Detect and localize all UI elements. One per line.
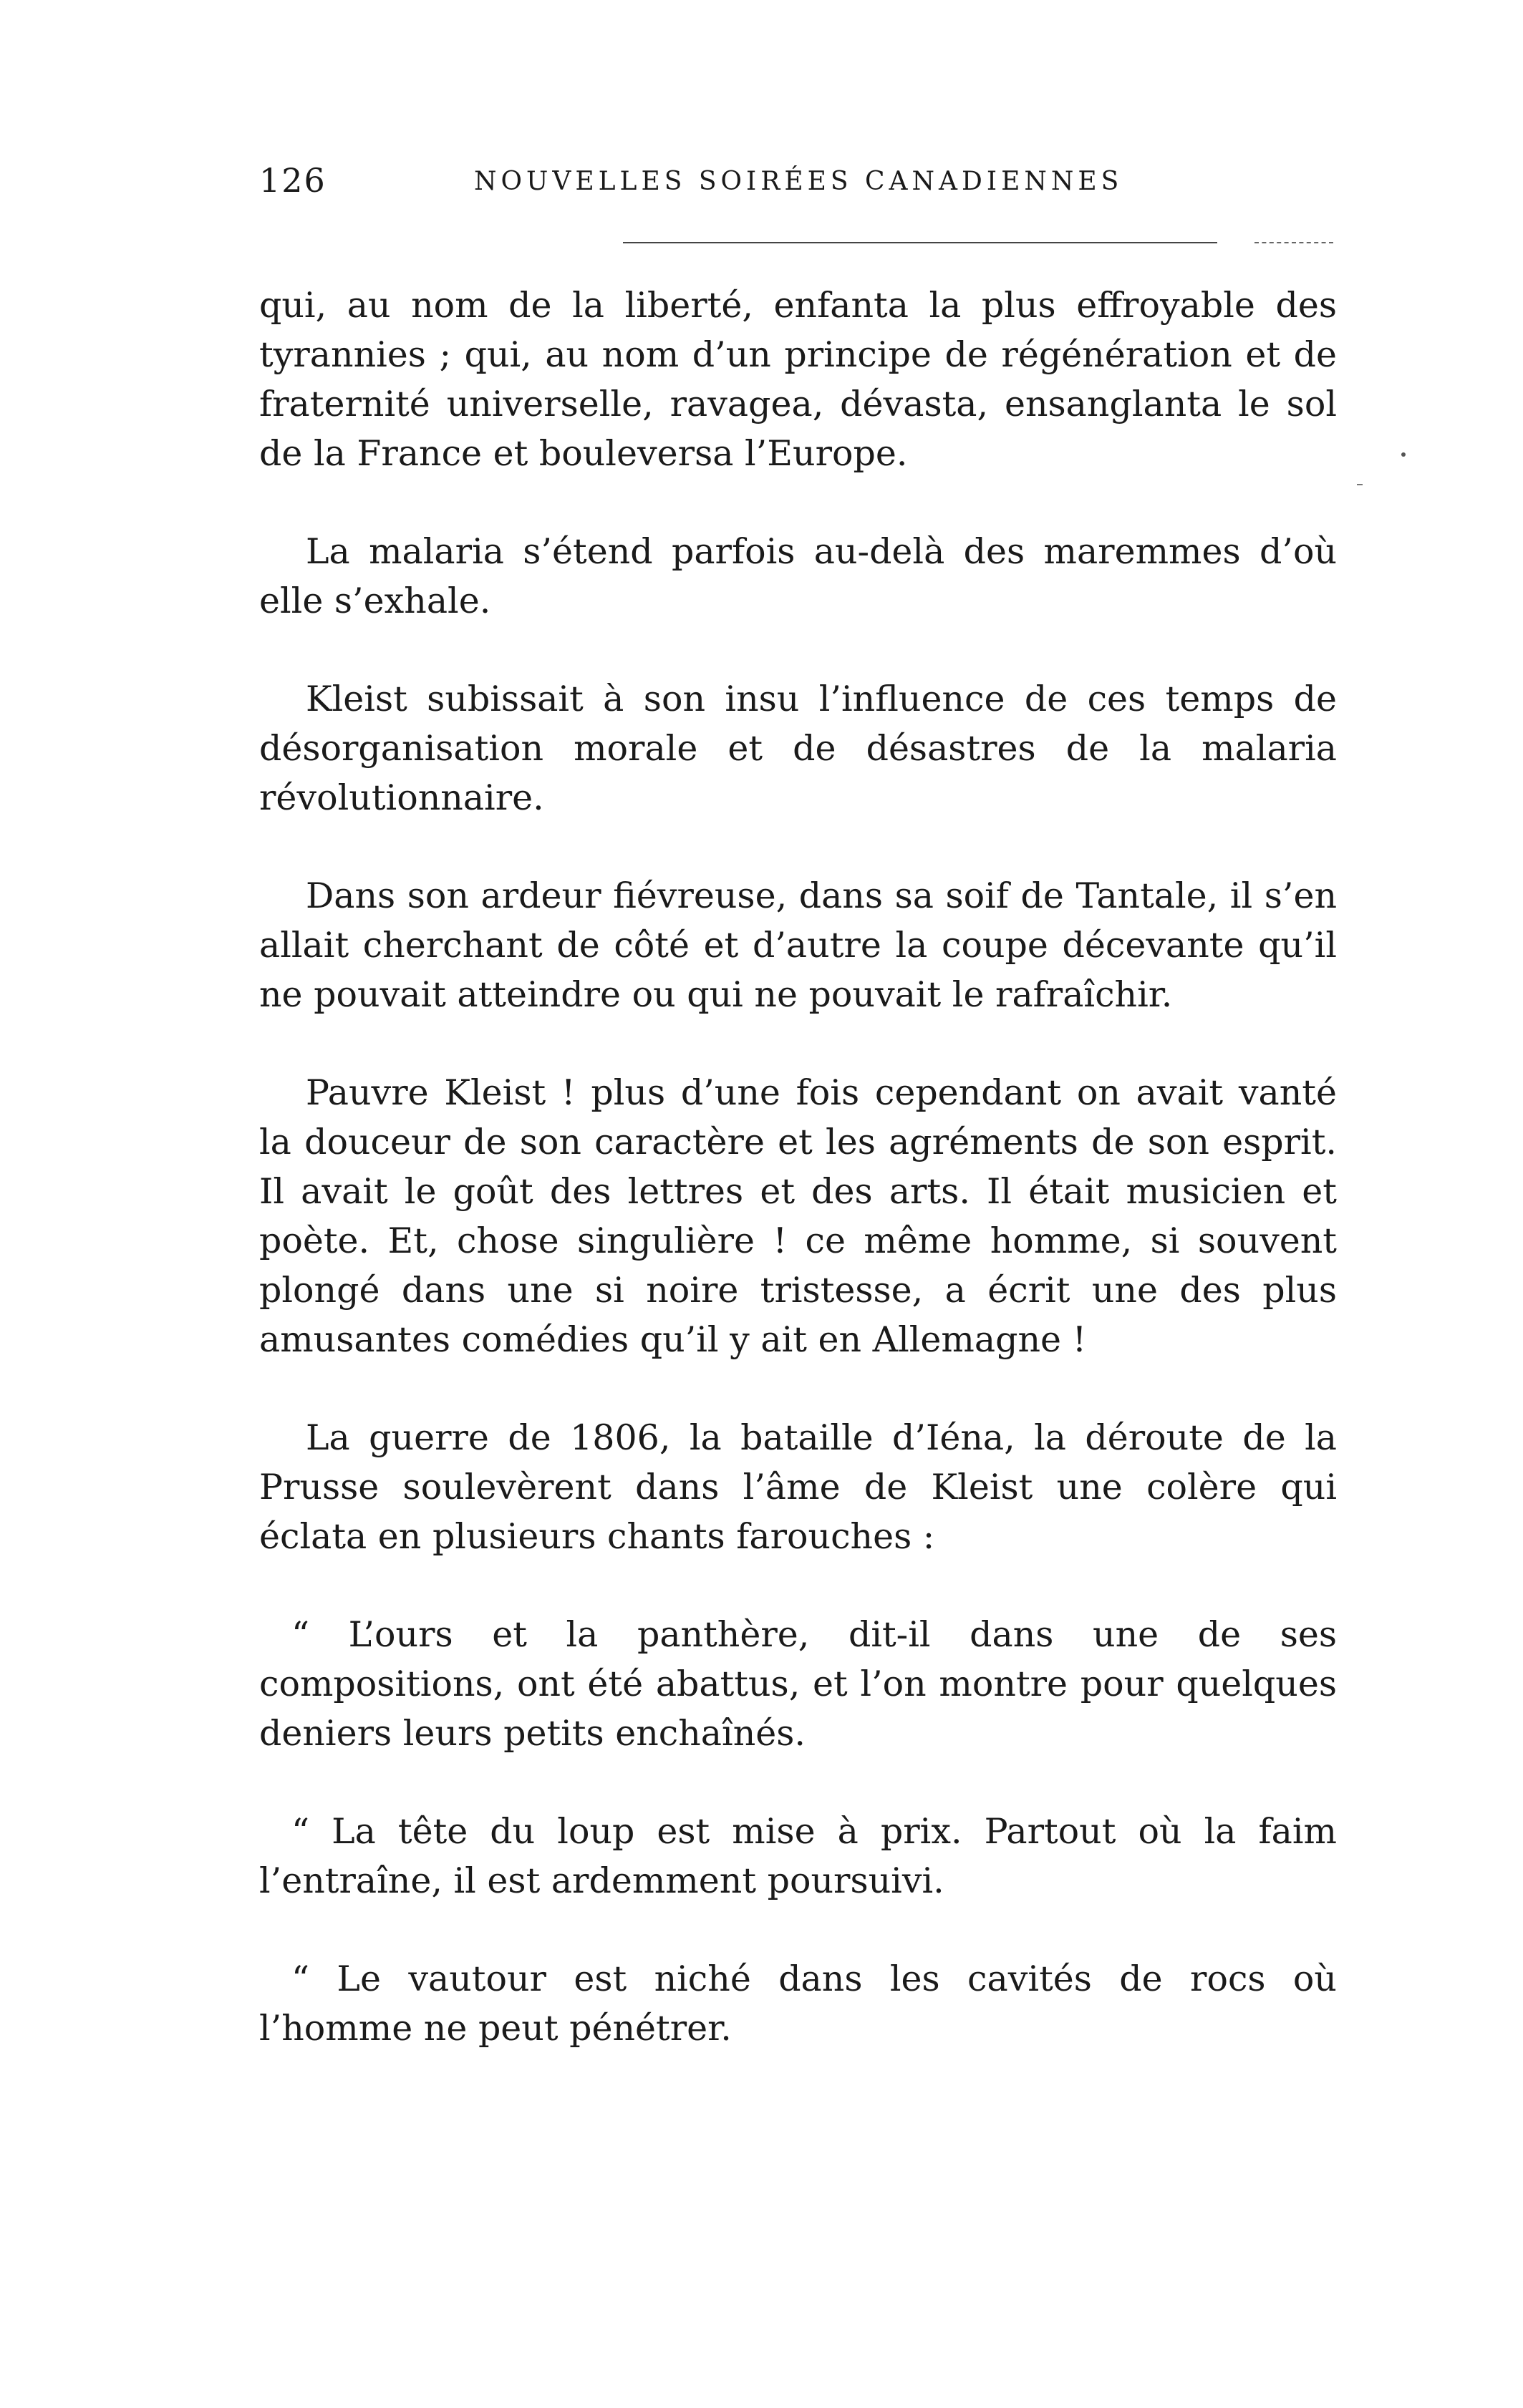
quote-vautour: “ Le vautour est niché dans les cavités de rocs où l’homme ne peut pénétrer.: [259, 1958, 1337, 2049]
paragraph-malaria: La malaria s’étend parfois au-delà des maremmes d’où elle s’exhale.: [259, 531, 1337, 621]
paragraph-guerre-1806: La guerre de 1806, la bataille d’Iéna, la déroute de la Prusse soulevèrent dans l’âme de Kleist une colère qui éclata en plusieurs chants farouches :: [259, 1417, 1337, 1557]
running-head: [259, 159, 1337, 202]
running-title: NOUVELLES SOIRÉES CANADIENNES: [474, 167, 1123, 196]
paragraph-revolution: qui, au nom de la liberté, enfanta la plus effroyable des tyrannies ; qui, au nom d’un principe de régénération et de fraternité universelle, ravagea, dévasta, ensanglanta le sol de la France et bouleversa l’Europe.: [259, 285, 1337, 474]
margin-speck: [1401, 452, 1406, 457]
quote-ours-panthere: “ L’ours et la panthère, dit-il dans une de ses compositions, ont été abattus, et l’on montre pour quelques deniers leurs petits enchaînés.: [259, 1614, 1337, 1754]
page-number: 126: [259, 161, 327, 200]
paragraph-tantale: Dans son ardeur fiévreuse, dans sa soif de Tantale, il s’en allait cherchant de côté et d’autre la coupe décevante qu’il ne pouvait atteindre ou qui ne pouvait le rafraîchir.: [259, 875, 1337, 1015]
margin-speck: [1357, 484, 1363, 485]
header-rule-dashes: [1254, 242, 1333, 243]
paragraph-pauvre-kleist: Pauvre Kleist ! plus d’une fois cependant on avait vanté la douceur de son caractère et les agréments de son esprit. Il avait le goût des lettres et des arts. Il était musicien et poète. Et, chose singulière ! ce même homme, si souvent plongé dans une si noire tristesse, a écrit une des plus amusantes comédies qu’il y ait en Allemagne !: [259, 1072, 1337, 1360]
body-text: [259, 281, 1337, 2102]
quote-tete-du-loup: “ La tête du loup est mise à prix. Partout où la faim l’entraîne, il est ardemment poursuivi.: [259, 1811, 1337, 1901]
header-rule: [623, 242, 1217, 243]
paragraph-kleist-influence: Kleist subissait à son insu l’influence de ces temps de désorganisation morale et de désastres de la malaria révolutionnaire.: [259, 679, 1337, 818]
